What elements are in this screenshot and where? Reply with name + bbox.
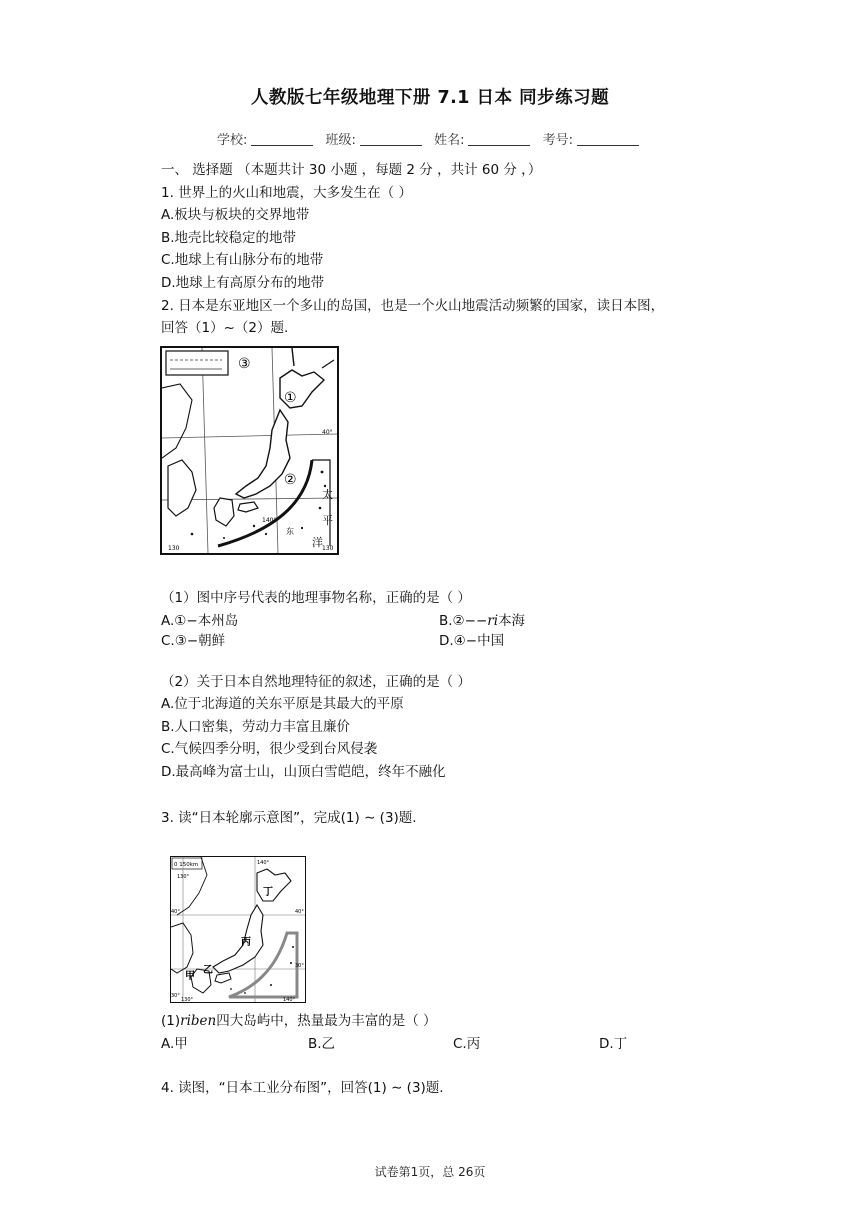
q1-option-c[interactable]: C.地球上有山脉分布的地带 (161, 252, 324, 268)
map1-label-3: ③ (238, 356, 251, 372)
q2-sub2-option-b[interactable]: B.人口密集，劳动力丰富且廉价 (161, 719, 351, 735)
q2-sub1-option-b-post: 本海 (498, 613, 526, 629)
q1-stem: 1. 世界上的火山和地震，大多发生在（ ） (161, 185, 412, 201)
map2-lat-40-right: 40° (295, 909, 304, 915)
map1-lat-130: 130 (322, 545, 334, 552)
q2-sub2-stem: （2）关于日本自然地理特征的叙述，正确的是（ ） (161, 674, 471, 690)
q2-stem-line2: 回答（1）~（2）题. (161, 320, 289, 336)
japan-outline-map (170, 856, 306, 1003)
class-blank[interactable] (360, 133, 422, 146)
map2-label-ding: 丁 (263, 887, 273, 898)
map2-label-yi: 乙 (203, 965, 213, 976)
map1-ocean-ping: 平 (322, 514, 333, 527)
school-blank[interactable] (251, 133, 313, 146)
exam-no-label: 考号: (542, 133, 573, 148)
section-heading: 一、 选择题 （本题共计 30 小题 ，每题 2 分 ，共计 60 分 ，） (161, 162, 542, 178)
map1-ocean-yang: 洋 (312, 536, 323, 549)
name-blank[interactable] (468, 133, 530, 146)
q3-sub1-option-d[interactable]: D.丁 (599, 1036, 628, 1052)
q3-sub1-stem-pre: (1) (161, 1013, 181, 1029)
name-label: 姓名: (434, 133, 465, 148)
q4-stem: 4. 读图，“日本工业分布图”，回答(1) ∼ (3)题. (161, 1080, 444, 1096)
page-footer: 试卷第1页，总 26页 (374, 1165, 486, 1179)
class-label: 班级: (325, 133, 356, 148)
q2-sub2-option-a[interactable]: A.位于北海道的关东平原是其最大的平原 (161, 696, 404, 712)
japan-map-1 (160, 346, 339, 555)
q2-sub1-options (161, 609, 721, 649)
student-info-row (0, 129, 860, 148)
q2-sub1-option-c[interactable]: C.③−朝鲜 (161, 633, 226, 649)
q3-sub1-option-b[interactable]: B.乙 (308, 1036, 336, 1052)
map2-lat-40-left: 40° (171, 909, 180, 915)
q3-sub1-stem (161, 1011, 437, 1031)
map2-lon-130-top: 130° (177, 874, 190, 880)
map1-label-1: ① (284, 390, 297, 406)
map2-scale: 0 150km (174, 862, 199, 868)
q3-sub1-stem-post: 四大岛屿中，热量最为丰富的是（ ） (216, 1013, 437, 1029)
q3-stem: 3. 读“日本轮廓示意图”，完成(1) ∼ (3)题. (161, 810, 417, 826)
map2-lat-30-right: 30° (295, 963, 304, 969)
map2-lon-140-top: 140° (257, 860, 270, 866)
exam-no-blank[interactable] (577, 133, 639, 146)
map1-east: 东 (286, 527, 294, 536)
q2-stem-line1: 2. 日本是东亚地区一个多山的岛国，也是一个火山地震活动频繁的国家，读日本图， (161, 298, 665, 314)
map1-ocean-tai: 太 (322, 488, 333, 501)
q3-sub1-options (161, 1032, 721, 1052)
q1-option-d[interactable]: D.地球上有高原分布的地带 (161, 275, 325, 291)
school-label: 学校: (217, 133, 248, 148)
q2-sub1-stem: （1）图中序号代表的地理事物名称，正确的是（ ） (161, 590, 471, 606)
q2-sub1-option-a[interactable]: A.①−本州岛 (161, 613, 239, 629)
page-title: 人教版七年级地理下册 7.1 日本 同步练习题 (250, 88, 610, 108)
q3-sub1-option-c[interactable]: C.丙 (453, 1036, 481, 1052)
map1-lon-130: 130 (168, 545, 180, 552)
map2-lon-140-bottom: 140° (283, 997, 296, 1002)
q2-sub1-option-b-pre: B.②−− (439, 613, 488, 629)
map1-lon-140: 140° (262, 517, 277, 524)
q2-sub2-option-d[interactable]: D.最高峰为富士山，山顶白雪皑皑，终年不融化 (161, 764, 446, 780)
q2-sub1-option-b-ital: ri (487, 613, 499, 629)
map1-lat-40: 40° (322, 429, 333, 436)
q2-sub1-option-b[interactable] (439, 609, 525, 629)
q2-sub1-option-d[interactable]: D.④−中国 (439, 633, 505, 649)
q1-option-a[interactable]: A.板块与板块的交界地带 (161, 207, 310, 223)
map2-lon-130-bottom: 130° (181, 997, 194, 1002)
q1-option-b[interactable]: B.地壳比较稳定的地带 (161, 230, 297, 246)
q3-sub1-option-a[interactable]: A.甲 (161, 1036, 188, 1052)
map2-label-bing: 丙 (241, 937, 251, 948)
map1-label-2: ② (284, 472, 297, 488)
japan-map-1-svg (162, 348, 337, 553)
map2-label-jia: 甲 (185, 971, 195, 982)
japan-outline-map-svg (171, 857, 305, 1002)
map2-lat-30-left: 30° (171, 993, 180, 999)
q3-sub1-stem-ital: riben (180, 1013, 217, 1029)
q2-sub2-option-c[interactable]: C.气候四季分明，很少受到台风侵袭 (161, 741, 378, 757)
